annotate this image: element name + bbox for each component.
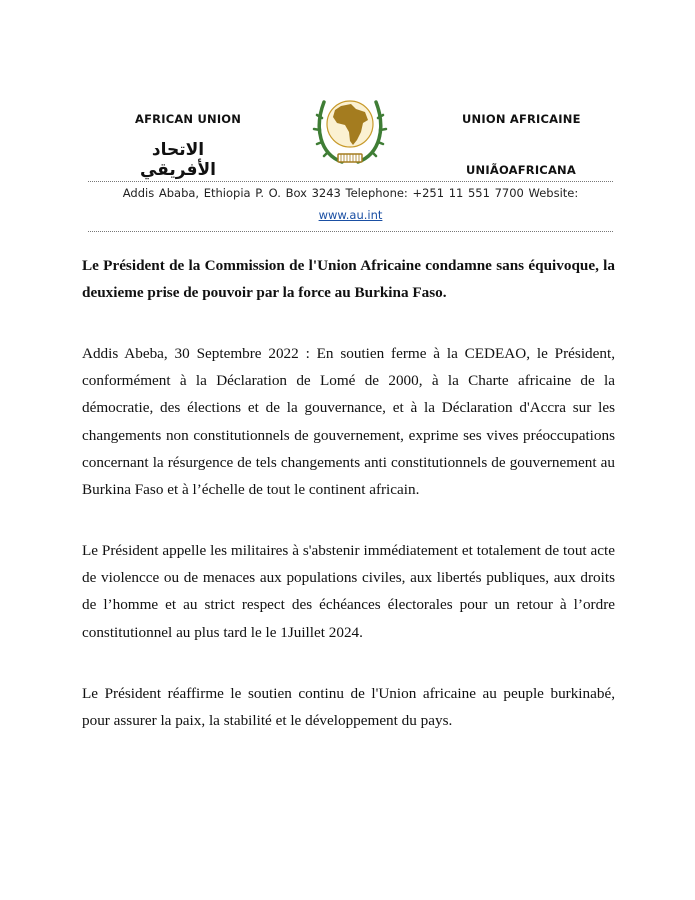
document-title: Le Président de la Commission de l'Union Africaine condamne sans équivoque, la deuxieme prise de pouvoir par la force au Burkina Faso.: [82, 257, 615, 301]
paragraph-appeal: Le Président appelle les militaires à s'abstenir immédiatement et totalement de tout acte de violencce ou de menaces aux populations civiles, aux libertés publiques, aux droits de l’homme et au strict respect des échéances électorales pour un retour à l’ordre constitutionnel au plus tard le le 1Juillet 2024.: [82, 542, 615, 641]
letterhead-divider-top: [88, 181, 613, 182]
letterhead-arabic-title: الاتحاد الأفريقي: [139, 140, 216, 180]
letterhead-website-row: [88, 208, 613, 222]
letterhead-african-union: AFRICAN UNION: [135, 112, 242, 126]
letterhead-union-africaine: UNION AFRICAINE: [462, 112, 581, 126]
website-link[interactable]: www.au.int: [318, 208, 383, 222]
letterhead-divider-bottom: [88, 231, 613, 232]
letterhead-uniao-africana: UNIÃOAFRICANA: [466, 163, 576, 177]
paragraph-intro: Addis Abeba, 30 Septembre 2022 : En soutien ferme à la CEDEAO, le Président, conformément à la Déclaration de Lomé de 2000, à la Charte africaine de la démocratie, des élections et de la gouvernance, et à la Déclaration d'Accra sur les changements non constitutionnels de gouvernement, exprime ses vives préoccupations concernant la résurgence de tels changements anti constitutionnels de gouvernement au Burkina Faso et à l’échelle de tout le continent africain.: [82, 345, 615, 499]
african-union-emblem-icon: [312, 88, 388, 170]
letterhead-contact-line: Addis Ababa, Ethiopia P. O. Box 3243 Telephone: +251 11 551 7700 Website:: [122, 186, 579, 200]
paragraph-support: Le Président réaffirme le soutien continu de l'Union africaine au peuple burkinabé, pour assurer la paix, la stabilité et le développement du pays.: [82, 685, 615, 730]
